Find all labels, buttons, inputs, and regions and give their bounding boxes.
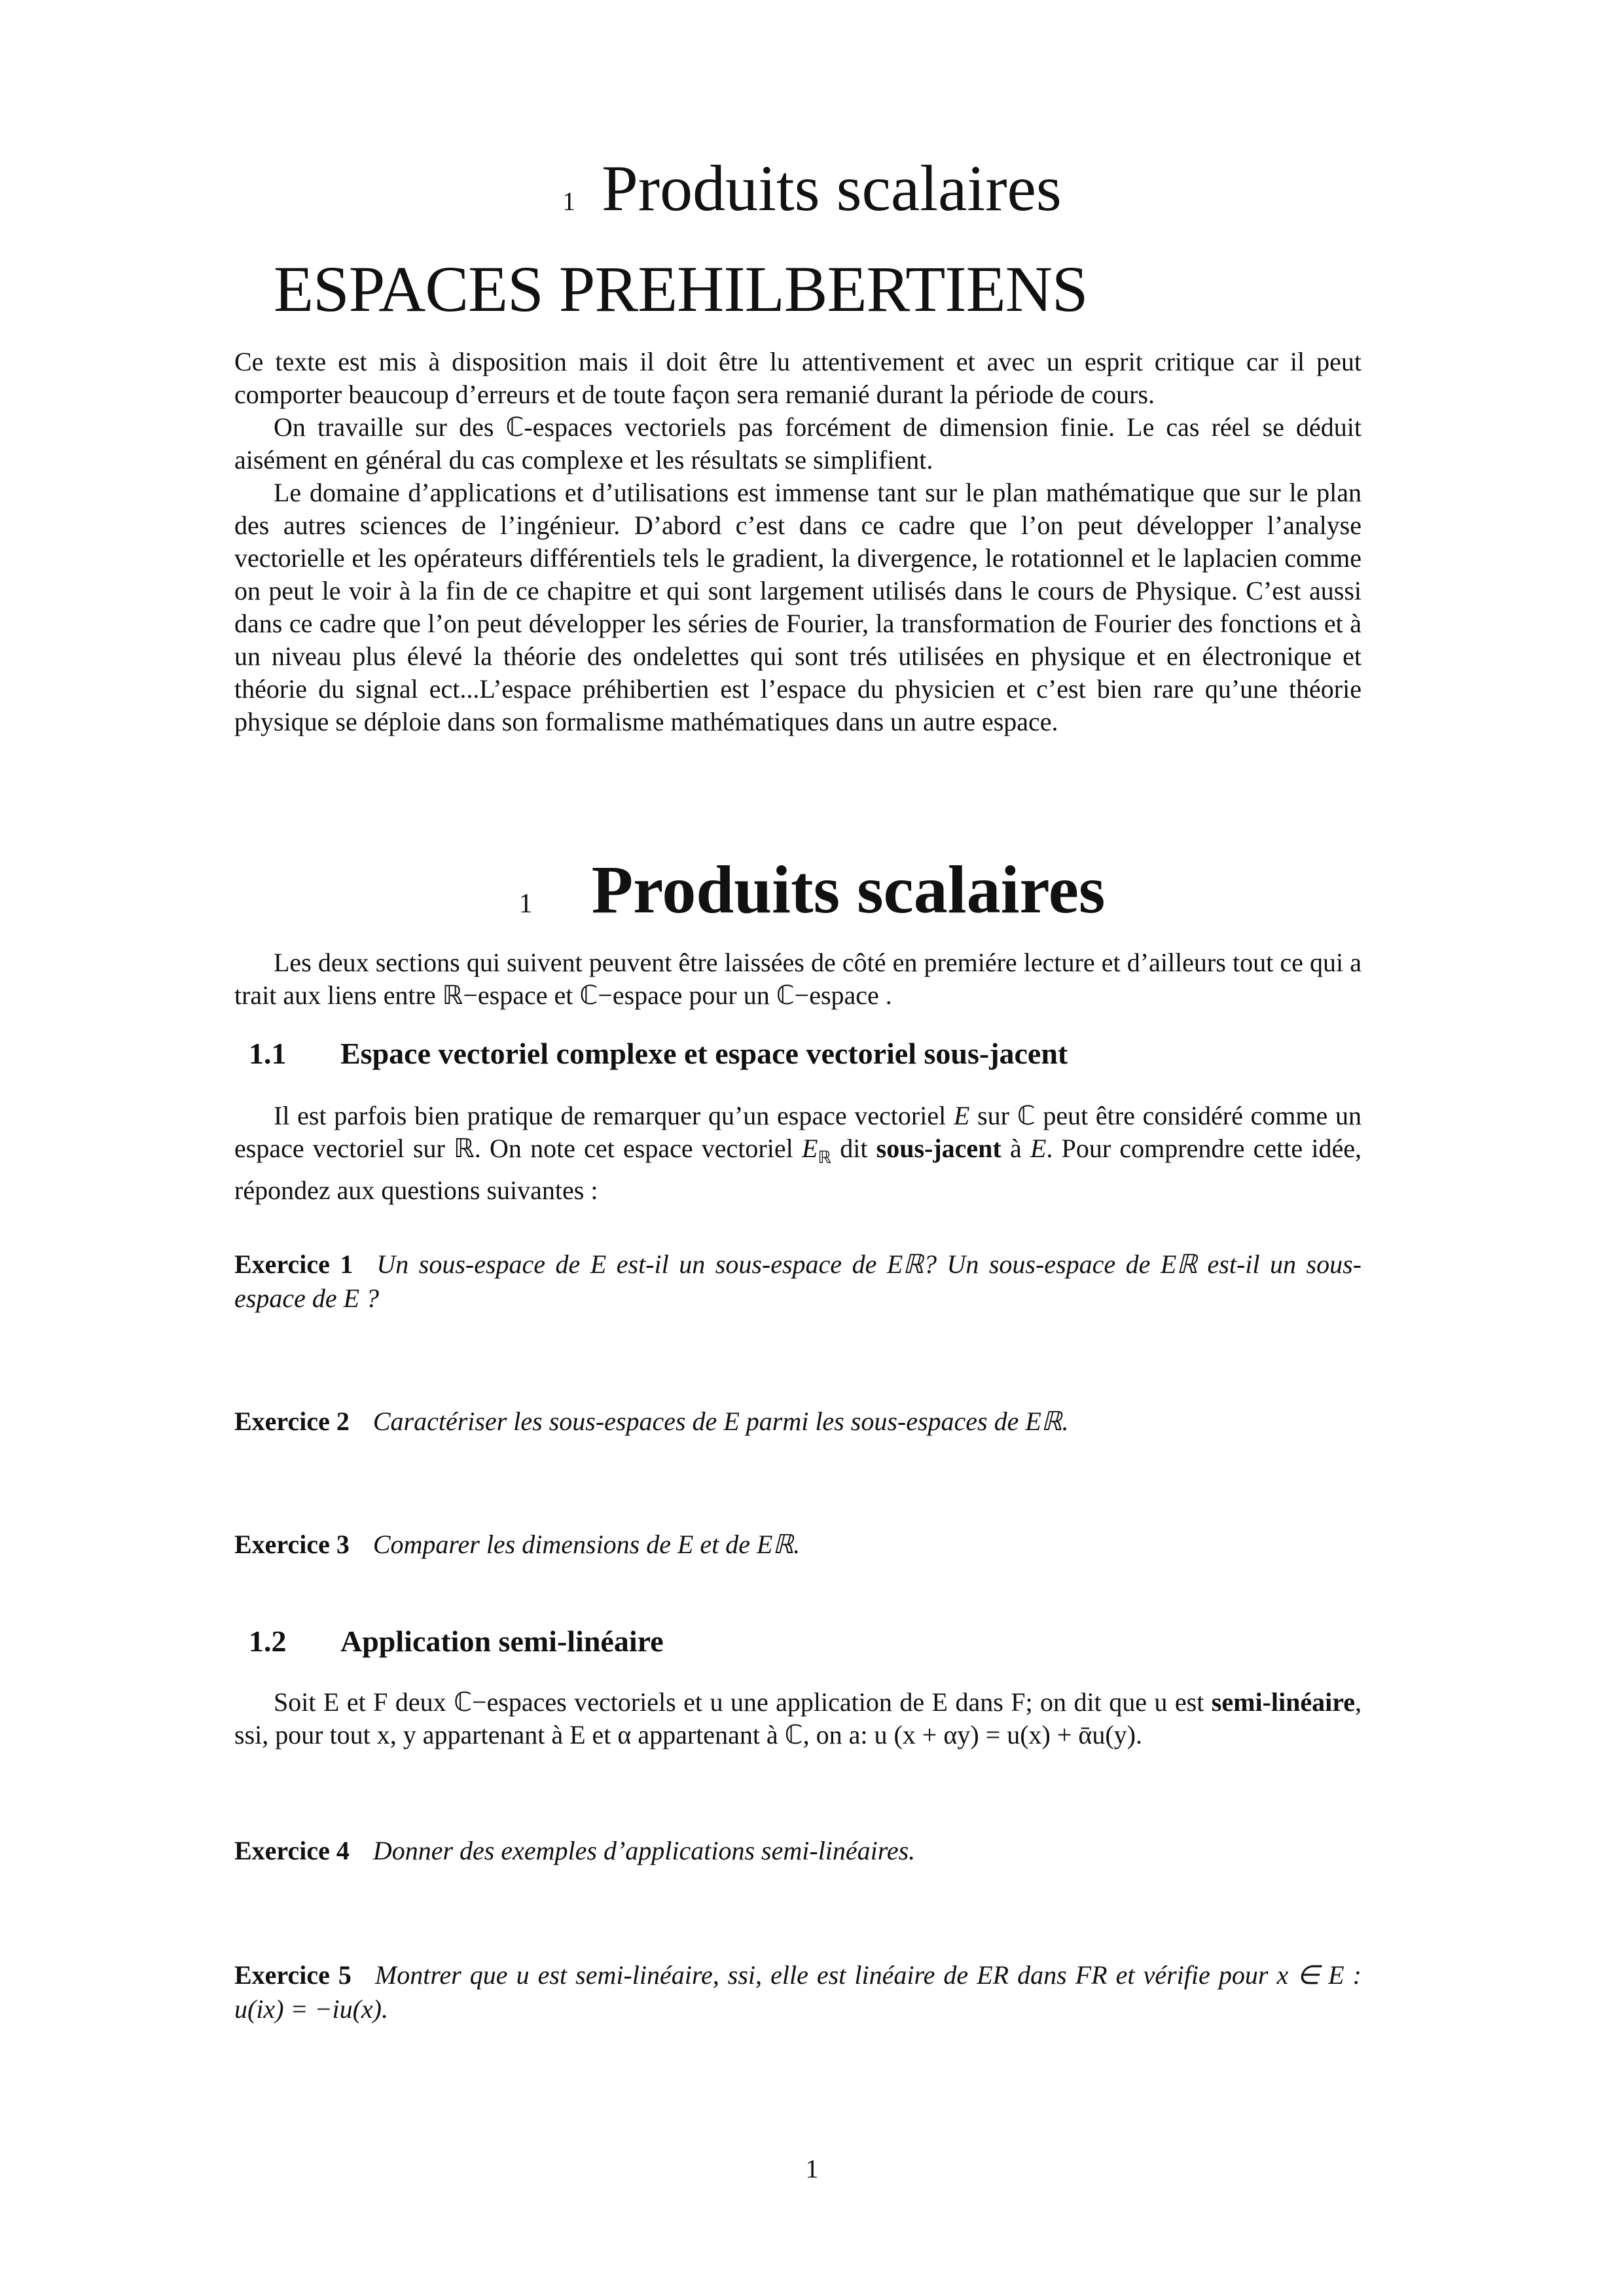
section-heading	[0, 851, 1624, 943]
exercise-label: Exercice 3	[234, 1530, 350, 1559]
intro-paragraph-2: On travaille sur des ℂ-espaces vectoriels pas forcément de dimension finie. Le cas réel se déduit aisément en général du cas complexe et les résultats se simplifient.	[234, 412, 1362, 475]
intro-block	[234, 346, 1362, 738]
section-intro	[234, 946, 1362, 1012]
exercise-text: Comparer les dimensions de E et de Eℝ.	[372, 1530, 801, 1559]
subsection-heading-1-2	[249, 1623, 664, 1660]
text-run: sur ℂ peut être considéré comme un espace vectoriel sur ℝ. On note cet espace vectoriel	[234, 1101, 1362, 1163]
subsection-number: 1.1	[249, 1037, 287, 1070]
exercise-2	[234, 1405, 1362, 1439]
exercise-text: Un sous-espace de E est-il un sous-espace de Eℝ? Un sous-espace de Eℝ est-il un sous-espace de E ?	[234, 1249, 1362, 1313]
subsection-heading-1-1	[249, 1035, 1068, 1072]
page-number: 1	[805, 2154, 819, 2183]
text-run: Il est parfois bien pratique de remarquer qu’un espace vectoriel	[274, 1101, 954, 1130]
subsection-1-1-body	[234, 1100, 1362, 1207]
exercise-label: Exercice 5	[234, 1960, 352, 1990]
bold-term: semi-linéaire	[1211, 1687, 1355, 1717]
exercise-text: Montrer que u est semi-linéaire, ssi, elle est linéaire de ER dans FR et vérifie pour x ∈ E : u(ix) = −iu(x).	[234, 1960, 1362, 2024]
text-run: . Pour comprendre cette idée, répondez aux questions suivantes :	[234, 1134, 1362, 1205]
intro-paragraph-3: Le domaine d’applications et d’utilisations est immense tant sur le plan mathématique que sur le plan des autres sciences de l’ingénieur. D’abord c’est dans ce cadre que l’on peut développer l’analyse vectorielle et les opérateurs différentiels tels le gradient, la divergence, le rotationnel et le laplacien comme on peut le voir à la fin de ce chapitre et qui sont largement utilisés dans le cours de Physique. C’est aussi dans ce cadre que l’on peut développer les séries de Fourier, la transformation de Fourier des fonctions et à un niveau plus élevé la théorie des ondelettes qui sont trés utilisées en physique et en électronique et théorie du signal ect...L’espace préhibertien est l’espace du physicien et c’est bien rare qu’une théorie physique se déploie dans son formalisme mathématiques dans un autre espace.	[234, 478, 1362, 736]
subsection-1-2-paragraph	[234, 1686, 1362, 1751]
bold-term: sous-jacent	[876, 1134, 1001, 1163]
math-var: E	[801, 1134, 818, 1163]
section-number: 1	[518, 889, 533, 919]
exercise-text: Caractériser les sous-espaces de E parmi les sous-espaces de Eℝ.	[372, 1407, 1069, 1436]
section-intro-paragraph: Les deux sections qui suivent peuvent être laissées de côté en premiére lecture et d’ailleurs tout ce qui a trait aux liens entre ℝ−espace et ℂ−espace pour un ℂ−espace .	[234, 948, 1362, 1010]
section-title-text: Produits scalaires	[591, 852, 1106, 927]
math-var: E	[953, 1101, 970, 1130]
text-run: Soit E et F deux ℂ−espaces vectoriels et u une application de E dans F; on dit que u est	[274, 1687, 1212, 1717]
math-subscript: ℝ	[818, 1148, 831, 1167]
subsection-title: Application semi-linéaire	[340, 1624, 664, 1658]
header-number: 1	[562, 187, 576, 216]
text-run: à	[1001, 1134, 1030, 1163]
exercise-text: Donner des exemples d’applications semi-linéaires.	[372, 1836, 916, 1865]
intro-paragraph-1: Ce texte est mis à disposition mais il doit être lu attentivement et avec un esprit critique car il peut comporter beaucoup d’erreurs et de toute façon sera remanié durant la période de cours.	[234, 347, 1362, 409]
header-title-text: Produits scalaires	[602, 152, 1062, 224]
text-run: dit	[831, 1134, 876, 1163]
subsection-1-2-body	[234, 1686, 1362, 1751]
exercise-label: Exercice 4	[234, 1836, 350, 1865]
exercise-label: Exercice 2	[234, 1407, 350, 1436]
header-title	[0, 149, 1624, 241]
exercise-5	[234, 1958, 1362, 2026]
exercise-label: Exercice 1	[234, 1249, 353, 1279]
text-run: , ssi, pour tout x, y appartenant à E et α appartenant à ℂ, on a: u (x + αy) = u(x) + ᾱu(y).	[234, 1687, 1362, 1749]
subsection-title: Espace vectoriel complexe et espace vectoriel sous-jacent	[340, 1037, 1068, 1070]
exercise-3	[234, 1528, 1362, 1562]
exercise-4	[234, 1834, 1362, 1868]
subsection-number: 1.2	[249, 1624, 287, 1658]
math-var: E	[1030, 1134, 1047, 1163]
page-title: ESPACES PREHILBERTIENS	[274, 253, 1088, 325]
exercise-1	[234, 1247, 1362, 1316]
subsection-1-1-paragraph	[234, 1100, 1362, 1207]
